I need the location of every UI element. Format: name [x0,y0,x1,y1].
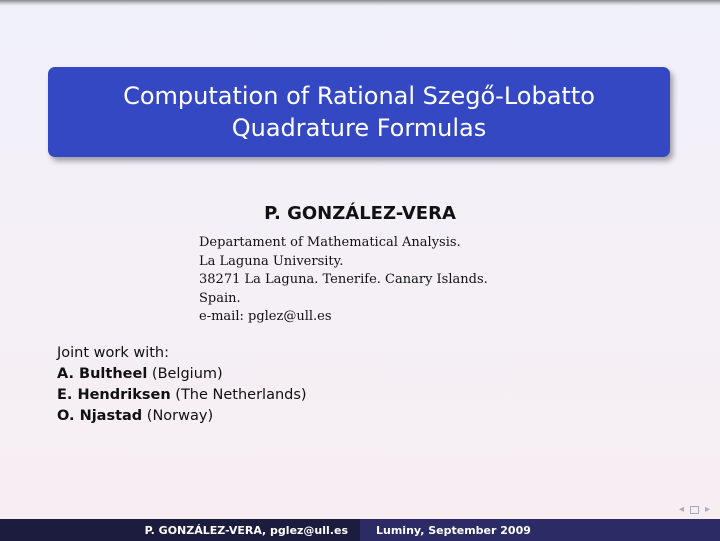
affiliation-line: 38271 La Laguna. Tenerife. Canary Islands. [199,272,488,287]
collaborator [57,364,307,385]
top-shadow [0,0,720,6]
footer-author: P. GONZÁLEZ-VERA, pglez@ull.es [0,519,360,541]
joint-work-heading: Joint work with: [57,345,170,361]
collaborator-country: (The Netherlands) [170,387,307,403]
affiliation-line: Departament of Mathematical Analysis. [199,235,461,250]
affiliation-block [199,234,488,327]
collaborator-country: (Norway) [142,408,214,424]
nav-frame-icon[interactable] [690,506,699,514]
collaborator-name: E. Hendriksen [57,387,171,403]
navigation-controls [679,504,710,515]
collaborator-name: A. Bultheel [57,366,148,382]
affiliation-line: Spain. [199,290,241,306]
collaborator [57,406,307,427]
title-box [48,67,670,157]
title-line-2: Quadrature Formulas [231,114,487,142]
nav-prev-icon[interactable]: ◂ [678,504,684,515]
collaborator-country: (Belgium) [147,366,223,382]
footer-venue: Luminy, September 2009 [360,519,720,541]
title-line-1: Computation of Rational Szegő-Lobatto [123,82,595,110]
footer [0,519,720,541]
joint-work-block [57,343,307,427]
affiliation-email: e-mail: pglez@ull.es [199,309,332,324]
collaborator [57,385,307,406]
collaborator-name: O. Njastad [57,408,143,424]
nav-next-icon[interactable]: ▸ [704,504,710,515]
author-name: P. GONZÁLEZ-VERA [264,203,456,224]
affiliation-line: La Laguna University. [199,253,344,269]
